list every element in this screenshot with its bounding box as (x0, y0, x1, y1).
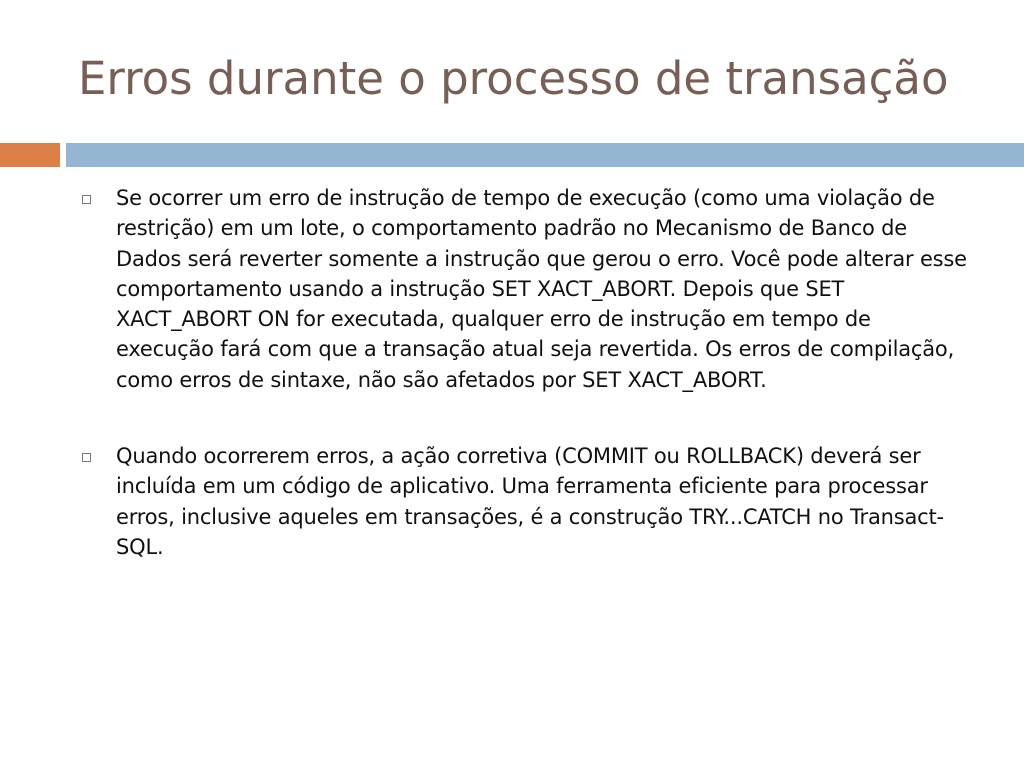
bullet-text: Se ocorrer um erro de instrução de tempo de execução (como uma violação de restrição) em um lote, o comportamento padrão no Mecanismo de Banco de Dados será reverter somente a instrução que gerou o erro. Você pode alterar esse comportamento usando a instrução SET XACT_ABORT. Depois que SET XACT_ABORT ON for executada, qualquer erro de instrução em tempo de execução fará com que a transação atual seja revertida. Os erros de compilação, como erros de sintaxe, não são afetados por SET XACT_ABORT. (116, 186, 967, 392)
title-rule-bar (66, 143, 1024, 167)
slide-title: Erros durante o processo de transação (78, 52, 949, 105)
square-bullet-icon (82, 453, 91, 462)
bullet-item (82, 183, 972, 395)
bullet-list (82, 183, 972, 608)
bullet-item (82, 441, 972, 562)
accent-bar (0, 143, 60, 167)
square-bullet-icon (82, 195, 91, 204)
bullet-text: Quando ocorrerem erros, a ação corretiva (COMMIT ou ROLLBACK) deverá ser incluída em um código de aplicativo. Uma ferramenta eficiente para processar erros, inclusive aqueles em transações, é a construção TRY...CATCH no Transact-SQL. (116, 444, 944, 559)
